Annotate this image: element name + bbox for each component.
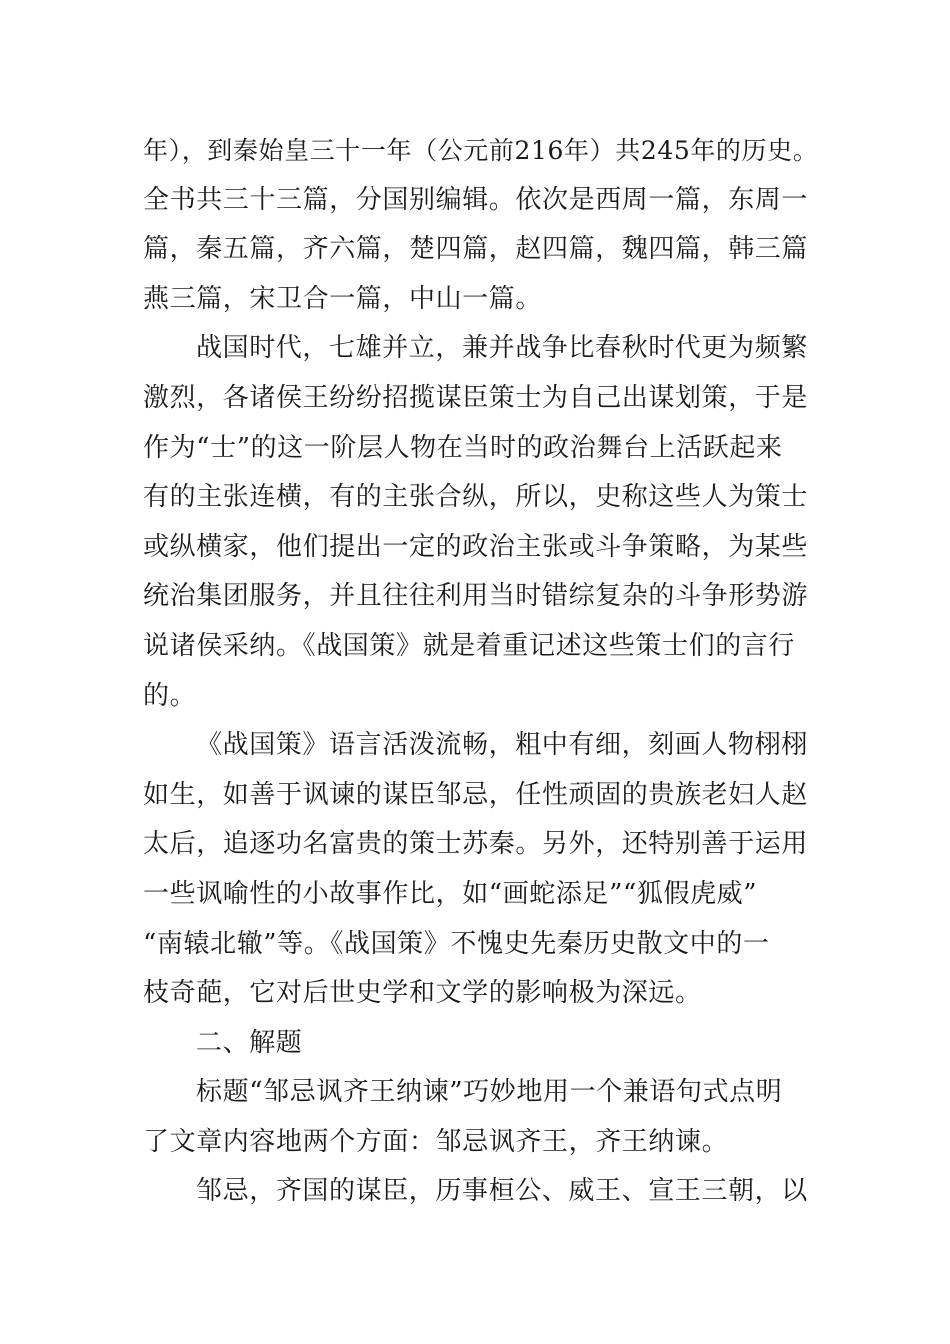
text-line: 作为“士”的这一阶层人物在当时的政治舞台上活跃起来 [143, 432, 783, 463]
text-line: 如生，如善于讽谏的谋臣邹忌，任性顽固的贵族老妇人赵 [143, 779, 809, 810]
text-line: 的。 [143, 680, 197, 711]
text-line: 战国时代，七雄并立，兼并战争比春秋时代更为频繁 [196, 333, 808, 364]
paragraph-zouji-intro [143, 1167, 813, 1217]
text-line: 了文章内容地两个方面：邹忌讽齐王，齐王纳谏。 [143, 1126, 729, 1157]
section-heading: 二、解题 [196, 1027, 303, 1058]
paragraph-title-explanation [143, 1068, 813, 1167]
text-line: 标题“邹忌讽齐王纳谏”巧妙地用一个兼语句式点明 [196, 1077, 783, 1108]
text-line: 太后，追逐功名富贵的策士苏秦。另外，还特别善于运用 [143, 829, 809, 860]
text-line: 年），到秦始皇三十一年（公元前216年）共245年的历史。 [143, 136, 819, 165]
paragraph-warring-states [143, 324, 813, 721]
text-line: 《战国策》语言活泼流畅，粗中有细，刻画人物栩栩 [196, 730, 808, 761]
text-line: 有的主张连横，有的主张合纵，所以，史称这些人为策士 [143, 482, 809, 513]
text-line: 或纵横家，他们提出一定的政治主张或斗争策略，为某些 [143, 531, 809, 562]
text-line: 燕三篇，宋卫合一篇，中山一篇。 [143, 283, 543, 314]
section-heading-jieti [143, 1019, 813, 1069]
text-line: 篇，秦五篇，齐六篇，楚四篇，赵四篇，魏四篇，韩三篇 [143, 234, 809, 265]
paragraph-language-style [143, 721, 813, 1019]
text-line: 一些讽喻性的小故事作比，如“画蛇添足”“狐假虎威” [143, 878, 758, 909]
text-line: 枝奇葩，它对后世史学和文学的影响极为深远。 [143, 978, 702, 1009]
text-line: 邹忌，齐国的谋臣，历事桓公、威王、宣王三朝，以 [196, 1176, 808, 1207]
text-line: 说诸侯采纳。《战国策》就是着重记述这些策士们的言行 [143, 630, 796, 661]
text-line: “南辕北辙”等。《战国策》不愧史先秦历史散文中的一 [143, 928, 770, 959]
text-line: 全书共三十三篇，分国别编辑。依次是西周一篇，东周一 [143, 184, 809, 215]
paragraph-history-span [143, 126, 819, 324]
document-body [143, 126, 819, 1217]
text-line: 统治集团服务，并且往往利用当时错综复杂的斗争形势游 [143, 581, 809, 612]
text-line: 激烈，各诸侯王纷纷招揽谋臣策士为自己出谋划策，于是 [143, 382, 809, 413]
